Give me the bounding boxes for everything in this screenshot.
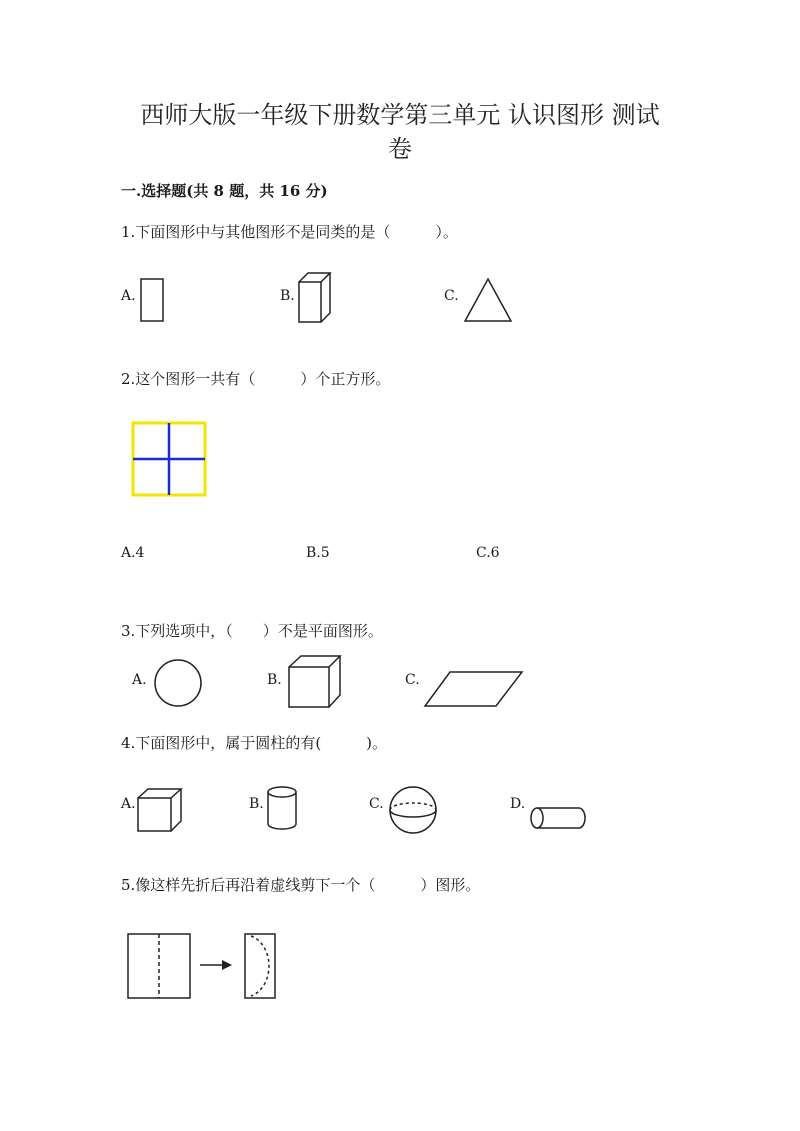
- q5-fold-cut-figure: [126, 932, 278, 1002]
- q1-rectangle-figure: [140, 278, 164, 322]
- q1-triangle-figure: [463, 277, 513, 323]
- q3-circle-figure: [153, 658, 203, 708]
- q4-option-c-label[interactable]: C.: [369, 796, 384, 812]
- q4-lying-cylinder-figure: [529, 806, 587, 832]
- q2-option-b[interactable]: B.5: [306, 545, 330, 561]
- q2-option-a[interactable]: A.4: [121, 545, 145, 561]
- q3-parallelogram-figure: [424, 670, 524, 708]
- q2-square-grid-figure: [131, 421, 207, 497]
- folded-paper-shape: [245, 934, 275, 998]
- section-heading: 一.选择题(共 8 题，共 16 分): [121, 182, 328, 200]
- q1-option-a-label[interactable]: A.: [121, 288, 136, 304]
- question-3-text: 3.下列选项中，（ ）不是平面图形。: [121, 622, 383, 640]
- question-5-text: 5.像这样先折后再沿着虚线剪下一个（ ）图形。: [121, 876, 481, 894]
- q3-option-a-label[interactable]: A.: [132, 672, 147, 688]
- question-4-text: 4.下面图形中，属于圆柱的有( )。: [121, 734, 388, 752]
- q1-cuboid-figure: [298, 272, 332, 324]
- q4-option-d-label[interactable]: D.: [510, 796, 526, 812]
- page-title: 西师大版一年级下册数学第三单元 认识图形 测试: [140, 101, 660, 129]
- q3-option-b-label[interactable]: B.: [267, 672, 282, 688]
- page-title-continued: 卷: [388, 135, 412, 163]
- q3-cube-figure: [288, 655, 342, 709]
- q4-cylinder-figure: [266, 786, 298, 832]
- cut-dashed-arc: [251, 936, 269, 996]
- arrow-head-icon: [222, 960, 232, 970]
- q4-sphere-figure: [388, 785, 438, 835]
- q1-option-b-label[interactable]: B.: [280, 288, 295, 304]
- q4-option-a-label[interactable]: A.: [121, 796, 136, 812]
- q4-cube-figure: [137, 788, 183, 832]
- q3-option-c-label[interactable]: C.: [405, 672, 420, 688]
- q2-option-c[interactable]: C.6: [476, 545, 500, 561]
- q1-option-c-label[interactable]: C.: [444, 288, 459, 304]
- question-2-text: 2.这个图形一共有（ ）个正方形。: [121, 370, 391, 388]
- q4-option-b-label[interactable]: B.: [249, 796, 264, 812]
- question-1-text: 1.下面图形中与其他图形不是同类的是（ ）。: [121, 223, 458, 241]
